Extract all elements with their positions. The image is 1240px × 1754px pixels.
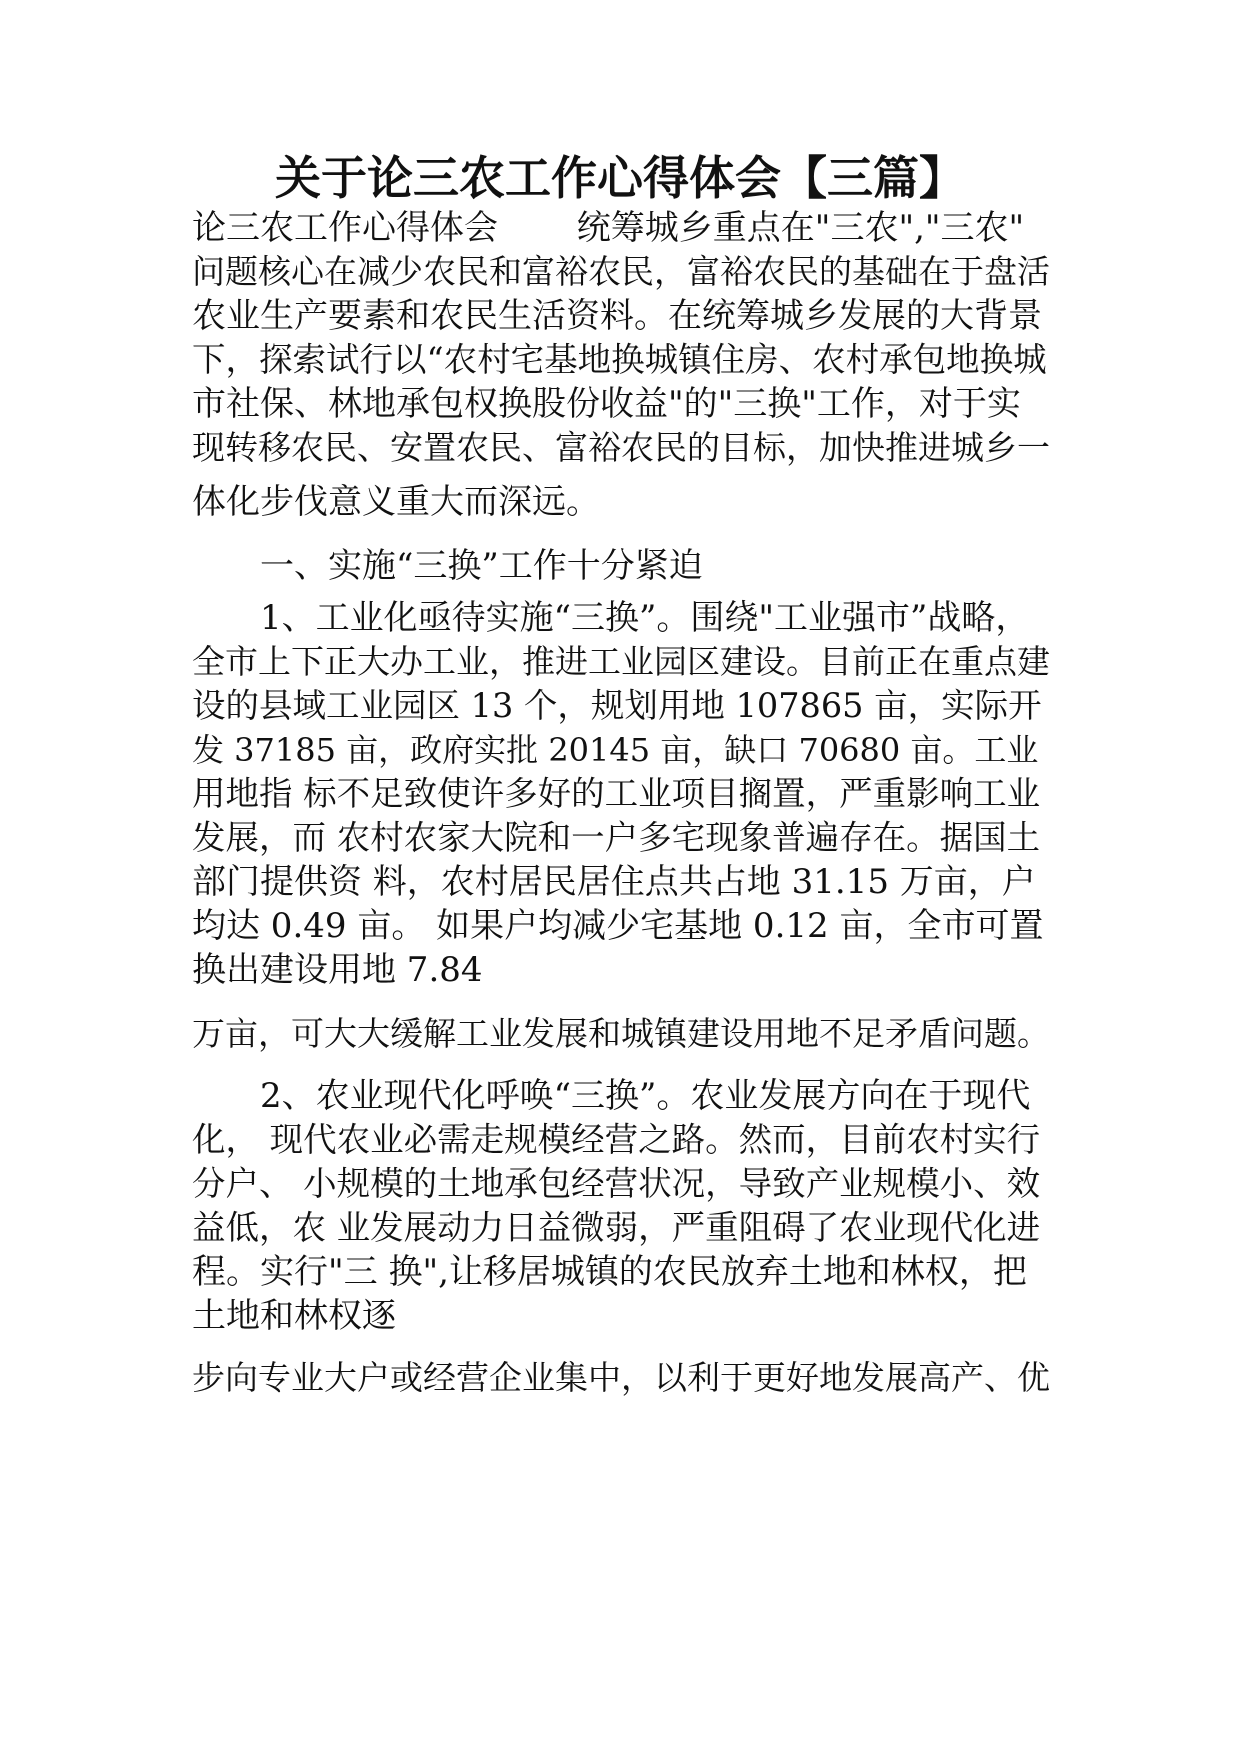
body-line: 化， 现代农业必需走规模经营之路。然而，目前农村实行 [192,1120,1041,1159]
section-heading: 一、实施“三换”工作十分紧迫 [192,546,703,586]
body-line: 用地指 标不足致使许多好的工业项目搁置，严重影响工业 [192,774,1041,813]
body-line: 1、工业化亟待实施“三换”。围绕"工业强市”战略， [192,598,1030,638]
body-line: 土地和林权逐 [192,1296,396,1336]
body-line: 步向专业大户或经营企业集中，以利于更好地发展高产、优 [192,1358,1050,1397]
body-line: 农业生产要素和农民生活资料。在统筹城乡发展的大背景 [192,296,1042,336]
body-line: 2、农业现代化呼唤“三换”。农业发展方向在于现代 [192,1076,1031,1116]
body-line: 设的县域工业园区 13 个，规划用地 107865 亩，实际开 [192,686,1042,725]
body-line: 程。实行"三 换",让移居城镇的农民放弃土地和林权，把 [192,1252,1027,1292]
body-line: 益低，农 业发展动力日益微弱，严重阻碍了农业现代化进 [192,1208,1041,1247]
body-line: 现转移农民、安置农民、富裕农民的目标，加快推进城乡一 [192,428,1050,467]
body-line: 发 37185 亩，政府实批 20145 亩，缺口 70680 亩。工业 [192,731,1039,769]
body-line: 发展，而 农村农家大院和一户多宅现象普遍存在。据国土 [192,818,1041,857]
body-line: 下，探索试行以“农村宅基地换城镇住房、农村承包地换城 [192,340,1047,379]
body-line: 均达 0.49 亩。 如果户均减少宅基地 0.12 亩，全市可置 [192,906,1044,946]
body-line: 市社保、林地承包权换股份收益"的"三换"工作，对于实 [192,384,1021,424]
body-line: 问题核心在减少农民和富裕农民，富裕农民的基础在于盘活 [192,252,1050,291]
body-line: 论三农工作心得体会 统筹城乡重点在"三农","三农" [192,208,1025,248]
body-line: 体化步伐意义重大而深远。 [192,482,600,522]
body-line: 分户、 小规模的土地承包经营状况，导致产业规模小、效 [192,1164,1041,1203]
document-title: 关于论三农工作心得体会【三篇】 [275,151,965,205]
body-line: 万亩，可大大缓解工业发展和城镇建设用地不足矛盾问题。 [192,1014,1050,1053]
body-line: 换出建设用地 7.84 [192,950,483,990]
body-line: 部门提供资 料，农村居民居住点共占地 31.15 万亩，户 [192,862,1036,902]
body-line: 全市上下正大办工业，推进工业园区建设。目前正在重点建 [192,642,1050,681]
